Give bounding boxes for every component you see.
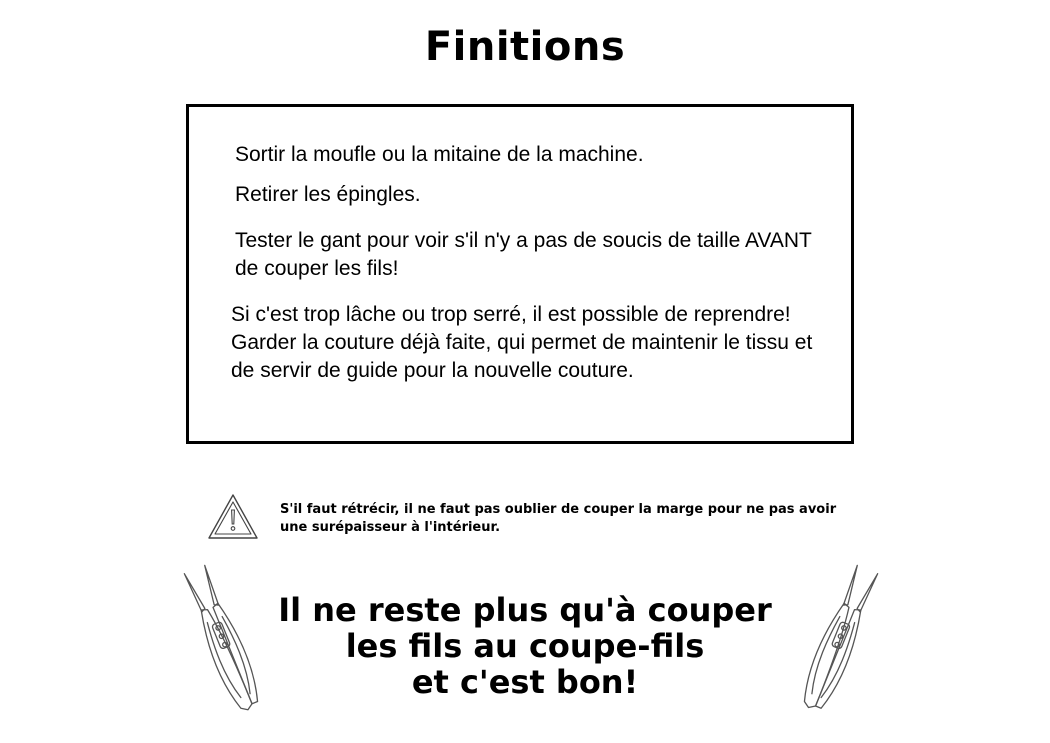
warning-text: S'il faut rétrécir, il ne faut pas oublier de couper la marge pour ne pas avoir une surépaisseur à l'intérieur. xyxy=(280,502,837,535)
step-1: Sortir la moufle ou la mitaine de la machine. xyxy=(235,143,644,166)
step-2: Retirer les épingles. xyxy=(235,183,421,206)
thread-snips-icon xyxy=(784,560,894,720)
step-3: Tester le gant pour voir s'il n'y a pas de soucis de taille AVANT de couper les fils! xyxy=(235,229,812,280)
page-title: Finitions xyxy=(424,24,626,70)
warning-triangle-icon xyxy=(206,492,260,542)
warning-note xyxy=(206,492,846,542)
final-message: Il ne reste plus qu'à couper les fils au coupe-fils et c'est bon! xyxy=(278,591,772,701)
steps-box xyxy=(186,104,854,444)
step-4: Si c'est trop lâche ou trop serré, il est possible de reprendre! Garder la couture déjà faite, qui permet de maintenir le tissu et de servir de guide pour la nouvelle couture. xyxy=(231,303,813,382)
